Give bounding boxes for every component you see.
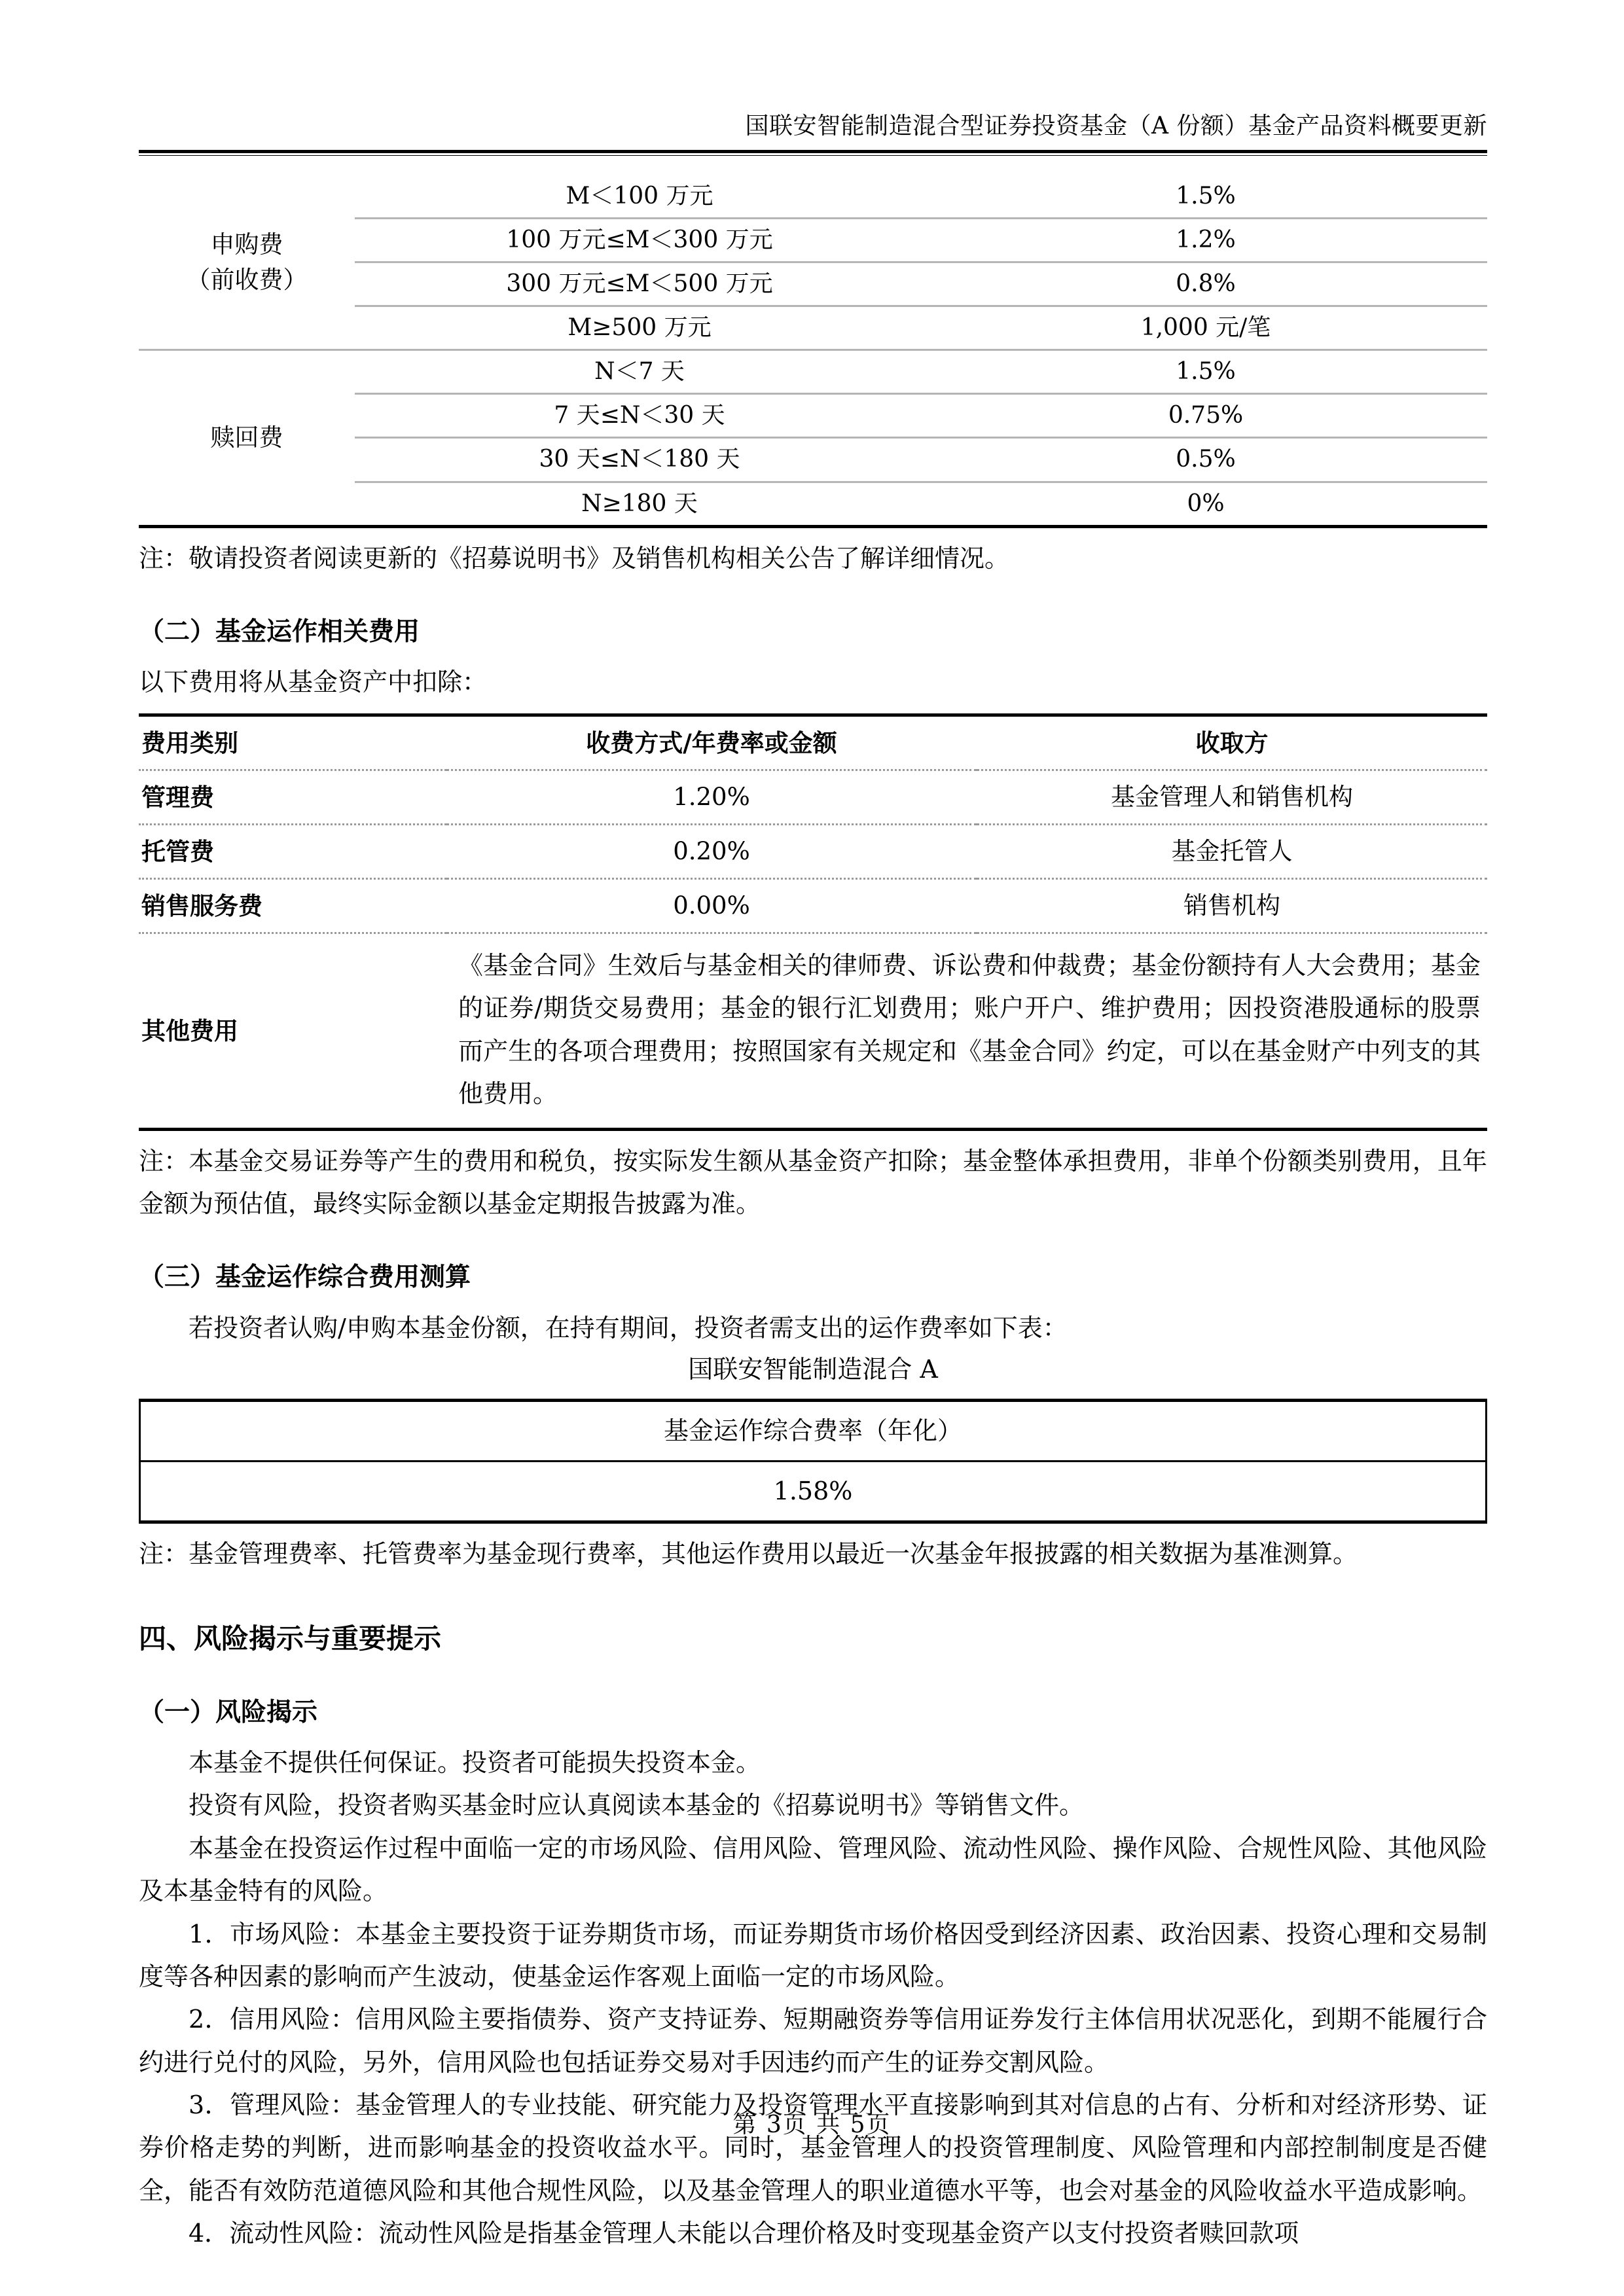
- page-footer: 第 3页 共 5页: [732, 2111, 892, 2138]
- section-two-heading: （二）基金运作相关费用: [139, 616, 420, 647]
- fee-rate: 1.20%: [446, 770, 977, 824]
- fee-category: 销售服务费: [139, 879, 446, 933]
- page-header: [139, 0, 1487, 156]
- table-row: [140, 1462, 1487, 1522]
- risk-paragraph: 本基金在投资运作过程中面临一定的市场风险、信用风险、管理风险、流动性风险、操作风险、合规性风险、其他风险及本基金特有的风险。: [139, 1833, 1487, 1906]
- column-header-category: 费用类别: [139, 715, 446, 770]
- column-header-payee: 收取方: [977, 715, 1487, 770]
- fee-rate: 0.20%: [446, 824, 977, 878]
- column-header-rate: 收费方式/年费率或金额: [446, 715, 977, 770]
- fee-condition: 300 万元≤M＜500 万元: [355, 262, 924, 306]
- comprehensive-fee-value: 1.58%: [140, 1462, 1487, 1522]
- risk-paragraph: 本基金不提供任何保证。投资者可能损失投资本金。: [189, 1748, 761, 1778]
- fee-payee: 基金管理人和销售机构: [977, 770, 1487, 824]
- risk-item-management: 3．管理风险：基金管理人的专业技能、研究能力及投资管理水平直接影响到其对信息的占有、分析和对经济形势、证券价格走势的判断，进而影响基金的投资收益水平。同时，基金管理人的投资管理制度、风险管理和内部控制制度是否健全，能否有效防范道德风险和其他合规性风险，以及基金管理人的职业道德水平等，也会对基金的风险收益水平造成影响。: [139, 2090, 1487, 2205]
- fee-table-note: 注：敬请投资者阅读更新的《招募说明书》及销售机构相关公告了解详细情况。: [139, 543, 1010, 573]
- risk-item-liquidity: 4．流动性风险：流动性风险是指基金管理人未能以合理价格及时变现基金资产以支付投资者赎回款项: [189, 2219, 1299, 2248]
- fee-rate: 0.8%: [924, 262, 1487, 306]
- comprehensive-fee-header: 基金运作综合费率（年化）: [140, 1400, 1487, 1461]
- fee-rate: 1,000 元/笔: [924, 306, 1487, 350]
- table-row: [139, 350, 1487, 394]
- fee-rate: 1.5%: [924, 350, 1487, 394]
- section-two-note: 注：本基金交易证券等产生的费用和税负，按实际发生额从基金资产扣除；基金整体承担费用，非单个份额类别费用，且年金额为预估值，最终实际金额以基金定期报告披露为准。: [139, 1146, 1487, 1218]
- risk-item-market: 1．市场风险：本基金主要投资于证券期货市场，而证券期货市场价格因受到经济因素、政治因素、投资心理和交易制度等各种因素的影响而产生波动，使基金运作客观上面临一定的市场风险。: [139, 1919, 1487, 1991]
- fee-rate: 0.00%: [446, 879, 977, 933]
- table-row: [139, 770, 1487, 824]
- comprehensive-fee-table: [139, 1399, 1487, 1524]
- page-content: [139, 0, 1487, 2255]
- fee-rate: 1.2%: [924, 219, 1487, 262]
- fee-group-label: [139, 350, 355, 526]
- section-two-intro: 以下费用将从基金资产中扣除：: [139, 668, 488, 697]
- section-three-fund-name: 国联安智能制造混合 A: [688, 1355, 938, 1384]
- fee-group-label-line1: 申购费: [210, 230, 283, 259]
- table-row: [139, 933, 1487, 1129]
- header-divider: [139, 150, 1487, 156]
- operating-fees-table: [139, 713, 1487, 1131]
- fee-condition: 100 万元≤M＜300 万元: [355, 219, 924, 262]
- section-three-heading: （三）基金运作综合费用测算: [139, 1262, 471, 1293]
- fee-condition: N＜7 天: [355, 350, 924, 394]
- fee-condition: M＜100 万元: [566, 183, 713, 209]
- section-three-note: 注：基金管理费率、托管费率为基金现行费率，其他运作费用以最近一次基金年报披露的相关数据为基准测算。: [139, 1539, 1358, 1569]
- table-row: [139, 824, 1487, 878]
- fee-condition: 30 天≤N＜180 天: [355, 438, 924, 482]
- fee-rate: 0.75%: [924, 394, 1487, 438]
- fee-rate: 1.5%: [1176, 183, 1236, 209]
- risk-paragraph: 投资有风险，投资者购买基金时应认真阅读本基金的《招募说明书》等销售文件。: [189, 1791, 1085, 1820]
- fee-group-label: [139, 175, 355, 350]
- fee-condition: M≥500 万元: [355, 306, 924, 350]
- fee-payee: 销售机构: [977, 879, 1487, 933]
- fee-rate: 0%: [924, 482, 1487, 526]
- fee-schedule-table: [139, 175, 1487, 528]
- section-three-intro: 若投资者认购/申购本基金份额，在持有期间，投资者需支出的运作费率如下表：: [189, 1313, 1068, 1342]
- header-title: 国联安智能制造混合型证券投资基金（A 份额）基金产品资料概要更新: [745, 113, 1487, 139]
- fee-other-description: 《基金合同》生效后与基金相关的律师费、诉讼费和仲裁费；基金份额持有人大会费用；基金的证券/期货交易费用；基金的银行汇划费用；账户开户、维护费用；因投资港股通标的股票而产生的各项合理费用；按照国家有关规定和《基金合同》约定，可以在基金财产中列支的其他费用。: [446, 933, 1487, 1129]
- risk-item-credit: 2．信用风险：信用风险主要指债券、资产支持证券、短期融资券等信用证券发行主体信用状况恶化，到期不能履行合约进行兑付的风险，另外，信用风险也包括证券交易对手因违约而产生的证券交割风险。: [139, 2005, 1487, 2077]
- section-four-sub-heading: （一）风险揭示: [139, 1696, 318, 1727]
- table-row: [139, 879, 1487, 933]
- table-header-row: [140, 1400, 1487, 1461]
- table-header-row: [139, 715, 1487, 770]
- fee-group-label-line1: 赎回费: [210, 423, 283, 452]
- fee-payee: 基金托管人: [977, 824, 1487, 878]
- section-four-heading: 四、风险揭示与重要提示: [139, 1622, 442, 1655]
- fee-category: 托管费: [139, 824, 446, 878]
- fee-condition: 7 天≤N＜30 天: [355, 394, 924, 438]
- fee-rate: 0.5%: [924, 438, 1487, 482]
- table-row: [139, 175, 1487, 219]
- fee-category-other: 其他费用: [139, 933, 446, 1129]
- fee-group-label-line2: （前收费）: [186, 265, 308, 294]
- fee-condition: N≥180 天: [355, 482, 924, 526]
- fee-category: 管理费: [139, 770, 446, 824]
